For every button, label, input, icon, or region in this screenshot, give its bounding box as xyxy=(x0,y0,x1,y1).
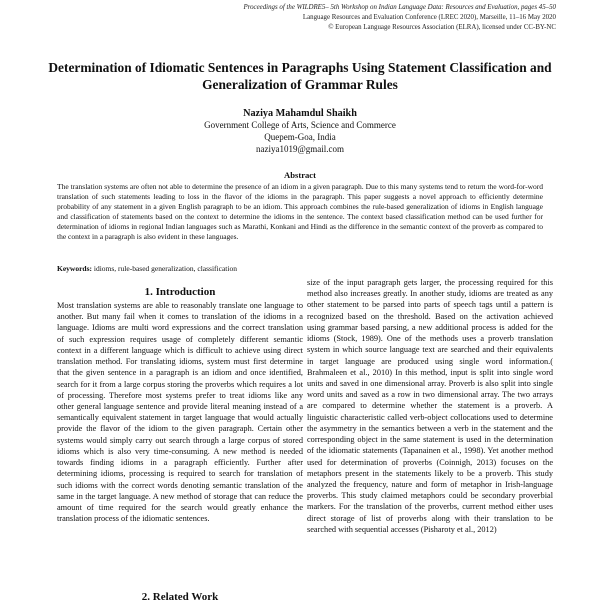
right-column xyxy=(307,277,553,535)
proceedings-header xyxy=(196,3,556,34)
header-line-3: © European Language Resources Association (ELRA), licensed under CC-BY-NC xyxy=(328,24,556,32)
header-line-1: Proceedings of the WILDRE5– 5th Workshop on Indian Language Data: Resources and Evaluation, pages 45–50 xyxy=(243,4,556,11)
author-email[interactable]: naziya1019@gmail.com xyxy=(255,143,344,154)
paper-title: Determination of Idiomatic Sentences in Paragraphs Using Statement Classification and Generalization of Grammar Rules xyxy=(48,60,552,92)
keywords-text: idioms, rule-based generalization, classification xyxy=(92,264,237,273)
abstract-text: The translation systems are often not able to determine the presence of an idiom in a given paragraph. Due to this many systems tend to return the word-for-word translation of such statements leading to loss in the flavor of the idioms in the paragraph. This paper suggests a novel approach to efficiently determine probability of any statement in a given English paragraph to be an idiom. This approach combines the rule-based generalization of idioms in English language and classification of statements based on the context to determine the idioms in the sentence. The context based classification method can be used further for determination of idioms in regional Indian languages such as Marathi, Konkani and Hindi as the difference in the semantic context of the proverb as compared to the context in a paragraph is also evident in these languages. xyxy=(57,182,543,242)
section-1-heading: 1. Introduction xyxy=(144,286,216,298)
author-name: Naziya Mahamdul Shaikh xyxy=(243,108,357,119)
author-block xyxy=(120,107,480,155)
section-2-heading: 2. Related Work xyxy=(141,591,219,603)
author-location: Quepem-Goa, India xyxy=(264,131,336,142)
keywords xyxy=(57,264,543,273)
author-affiliation: Government College of Arts, Science and Commerce xyxy=(204,120,396,130)
abstract-heading: Abstract xyxy=(284,170,316,180)
related-work-paragraph: size of the input paragraph gets larger, the processing required for this method also increases greatly. In another study, idioms are treated as any other statement to be parsed into parts of speech tags until a pattern is recognized based on the threshold. Based on the activation achieved using grammar based parsing, a new additional process is added for the idioms (Stock, 1989). One of the methods uses a proverb translation system in which source language text are searched and their equivalents in target language are produced using single word information.( Brahmaleen et al., 2010) In this method, input is split into single word units and saved in one dimensional array. Proverb is also split into single word units and saved as a row in two dimensional array. The two arrays are compared to determine whether the statement is a proverb. A linguistic characteristic called verb-object collocations used to determine the asymmetry in the semantics between a verb in the statement and the corresponding object in the same statement is used in the determination of the idiomatic statements (Tapanainen et al., 1998). Yet another method used for determination of proverbs (Coinnigh, 2013) focuses on the metaphors present in the statements likely to be a proverb. This study analyzed the frequency, nature and form of metaphor in Irish-language proverbs. This study claimed metaphors could be secondary proverbial markers. For the translation of the proverbs, current method either uses direct storage of list of proverbs along with their translation to be searched with sequential accesses (Pisharoty et al., 2012) xyxy=(307,278,553,534)
left-column xyxy=(57,300,303,524)
header-line-2: Language Resources and Evaluation Conference (LREC 2020), Marseille, 11–16 May 2020 xyxy=(302,14,556,22)
introduction-paragraph: Most translation systems are able to reasonably translate one language to another. But many fail when it comes to translation of the idioms in a language. Idioms are multi word expressions and the correct translation of such expression requires usage of completely different semantic context in a different language which is difficult to achieve using direct translation method. For translating idioms, system must first determine that the given sentence in a paragraph is an idiom and once identified, search for it from a large corpus storing the proverbs which requires a lot of processing. Therefore most systems prefer to treat idioms like any other general language sentence and provide literal meaning instead of a semantically equivalent statement in target language that would actually provide the flavor of the idiom to the given paragraph. Certain other systems would simply carry out search through a large corpus of stored idioms which is also very time-consuming. A new method is needed towards finding idioms in a paragraph efficiently. Further after determining idioms, processing is required to search for translation of such idioms with the correct words denoting semantic translation of the same in the target language. A new method of storage that can reduce the amount of time required for the search would greatly enhance the translation process of the idiomatic sentences. xyxy=(57,301,303,524)
keywords-label: Keywords: xyxy=(57,264,92,273)
